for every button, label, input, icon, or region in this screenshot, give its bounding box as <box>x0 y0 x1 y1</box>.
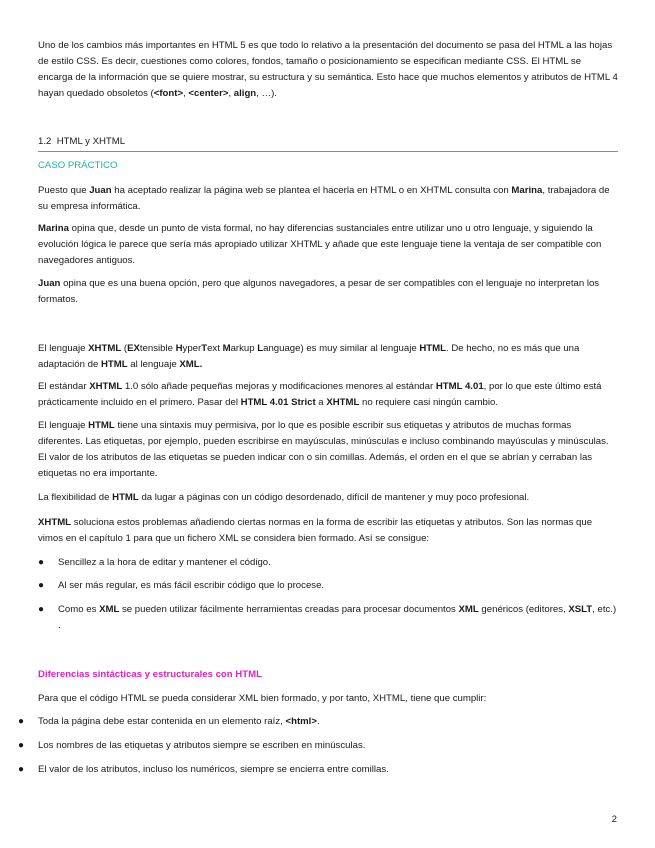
page-number: 2 <box>611 814 617 825</box>
body-paragraph-2: El estándar XHTML 1.0 sólo añade pequeñas mejoras y modificaciones menores al estándar HTML 4.01, por lo que este último está prácticamente incluido en el primero. Pasar del HTML 4.01 Strict a XHTML no requiere casi ningún cambio. <box>38 381 602 408</box>
bullet-icon: ● <box>18 716 25 727</box>
list-item: Toda la página debe estar contenida en un elemento raíz, <html>. <box>38 716 320 727</box>
section-heading <box>38 134 618 150</box>
bullet-icon: ● <box>38 604 45 615</box>
list-item: Sencillez a la hora de editar y mantener el código. <box>58 557 271 568</box>
bullet-icon: ● <box>38 557 45 568</box>
section-title: HTML y XHTML <box>56 136 126 147</box>
list-item: Los nombres de las etiquetas y atributos siempre se escriben en minúsculas. <box>38 740 366 751</box>
body-paragraph-3: El lenguaje HTML tiene una sintaxis muy permisiva, por lo que es posible escribir sus etiquetas y atributos de muchas formas diferentes. Las etiquetas, por ejemplo, pueden escribirse en mayúsculas, minúsculas e incluso combinando mayúsculas y minúsculas. El valor de los atributos de las etiquetas se pueden indicar con o sin comillas. Además, el orden en el que se abrían y cerraban las etiquetas no era importante. <box>38 420 609 479</box>
caso-paragraph-3: Juan opina que es una buena opción, pero que algunos navegadores, a pesar de ser compatibles con el lenguaje no interpretan los formatos. <box>38 278 600 305</box>
list-item: El valor de los atributos, incluso los numéricos, siempre se encierra entre comillas. <box>38 764 389 775</box>
subsection-lead: Para que el código HTML se pueda considerar XML bien formado, y por tanto, XHTML, tiene que cumplir: <box>38 693 487 704</box>
bullet-icon: ● <box>38 580 45 591</box>
body-paragraph-5: XHTML soluciona estos problemas añadiendo ciertas normas en la forma de escribir las etiquetas y atributos. Son las normas que vimos en el capítulo 1 para que un fichero XML se considera bien formado. Así se consigue: <box>38 517 593 544</box>
bullet-icon: ● <box>18 740 25 751</box>
section-divider <box>38 151 618 152</box>
caso-practico-label: CASO PRÁCTICO <box>38 160 118 171</box>
list-item: Como es XML se pueden utilizar fácilmente herramientas creadas para procesar documentos XML genéricos (editores, XSLT, etc.) . <box>58 604 617 631</box>
section-number: 1.2 <box>38 136 52 147</box>
caso-paragraph-2: Marina opina que, desde un punto de vista formal, no hay diferencias sustanciales entre utilizar uno u otro lenguaje, y siguiendo la evolución lógica le parece que sería más apropiado utilizar XHTML y añade que este lenguaje tiene la ventaja de ser compatible con navegadores antiguos. <box>38 223 602 266</box>
caso-paragraph-1: Puesto que Juan ha aceptado realizar la página web se plantea el hacerla en HTML o en XHTML consulta con Marina, trabajadora de su empresa informática. <box>38 185 610 212</box>
bullet-icon: ● <box>18 764 25 775</box>
body-paragraph-4: La flexibilidad de HTML da lugar a páginas con un código desordenado, difícil de mantener y muy poco profesional. <box>38 492 530 503</box>
list-item: Al ser más regular, es más fácil escribir código que lo procese. <box>58 580 325 591</box>
intro-paragraph: Uno de los cambios más importantes en HTML 5 es que todo lo relativo a la presentación del documento se pasa del HTML a las hojas de estilo CSS. Es decir, cuestiones como colores, fondos, tamaño o posicionamiento se especifican mediante CSS. El HTML se encarga de la información que se quiere mostrar, su estructura y su semántica. Esto hace que muchos elementos y atributos de HTML 4 hayan quedado obsoletos (<font>, <center>, align, …). <box>38 40 618 99</box>
body-paragraph-1: El lenguaje XHTML (EXtensible HyperText Markup Language) es muy similar al lenguaje HTML. De hecho, no es más que una adaptación de HTML al lenguaje XML. <box>38 343 580 370</box>
subsection-title: Diferencias sintácticas y estructurales con HTML <box>38 669 262 680</box>
